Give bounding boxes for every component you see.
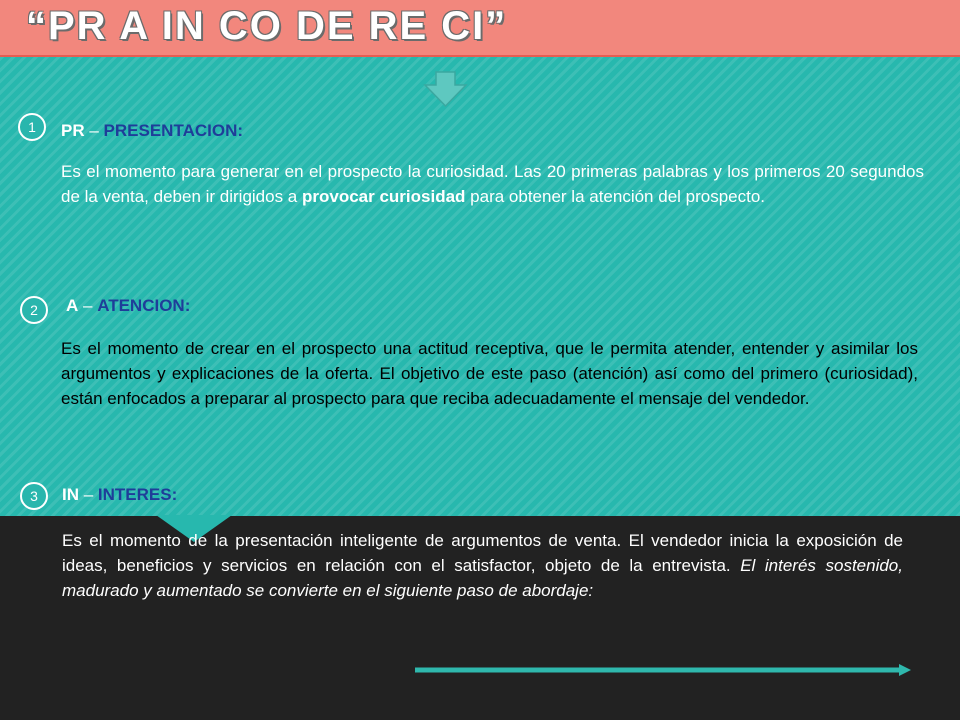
right-arrow-icon	[413, 662, 913, 678]
section-heading	[61, 121, 243, 141]
step-number-badge: 1	[18, 113, 46, 141]
down-arrow-icon	[423, 71, 468, 107]
section-paragraph	[62, 528, 903, 603]
emphasis-text: provocar curiosidad	[302, 187, 466, 206]
page-title: “PR A IN CO DE RE CI”	[26, 4, 508, 48]
section-abbreviation: PR	[61, 121, 85, 140]
paragraph-text: Es el momento de la presentación inteligente de argumentos de venta. El vendedor inicia la exposición de ideas, beneficios y servicios en relación con el satisfactor, objeto de la entrevista.	[62, 531, 903, 575]
paragraph-text: Es el momento para generar en el prospecto la curiosidad. Las 20 primeras palabras y los primeros 20 segundos de la venta, deben ir dirigidos a	[61, 162, 924, 206]
heading-dash: –	[78, 296, 98, 315]
step-number-badge: 3	[20, 482, 48, 510]
heading-dash: –	[84, 121, 104, 140]
heading-dash: –	[79, 485, 98, 504]
italic-text: El interés sostenido, madurado y aumentado se convierte en el siguiente paso de abordaje:	[62, 556, 903, 600]
section-heading	[62, 485, 177, 505]
title-bar	[0, 0, 960, 57]
section-abbreviation: A	[66, 296, 79, 315]
step-number-badge: 2	[20, 296, 48, 324]
section-label: PRESENTACION:	[103, 121, 244, 140]
section-abbreviation: IN	[62, 485, 79, 504]
section-heading	[66, 296, 190, 316]
section-paragraph	[61, 159, 924, 209]
section-label: ATENCION:	[97, 296, 191, 315]
section-label: INTERES:	[97, 485, 178, 504]
paragraph-text: para obtener la atención del prospecto.	[465, 187, 766, 206]
section-paragraph: Es el momento de crear en el prospecto una actitud receptiva, que le permita atender, entender y asimilar los argumentos y explicaciones de la oferta. El objetivo de este paso (atención) así como del primero (curiosidad), están enfocados a preparar al prospecto para que reciba adecuadamente el mensaje del vendedor.	[61, 339, 918, 408]
